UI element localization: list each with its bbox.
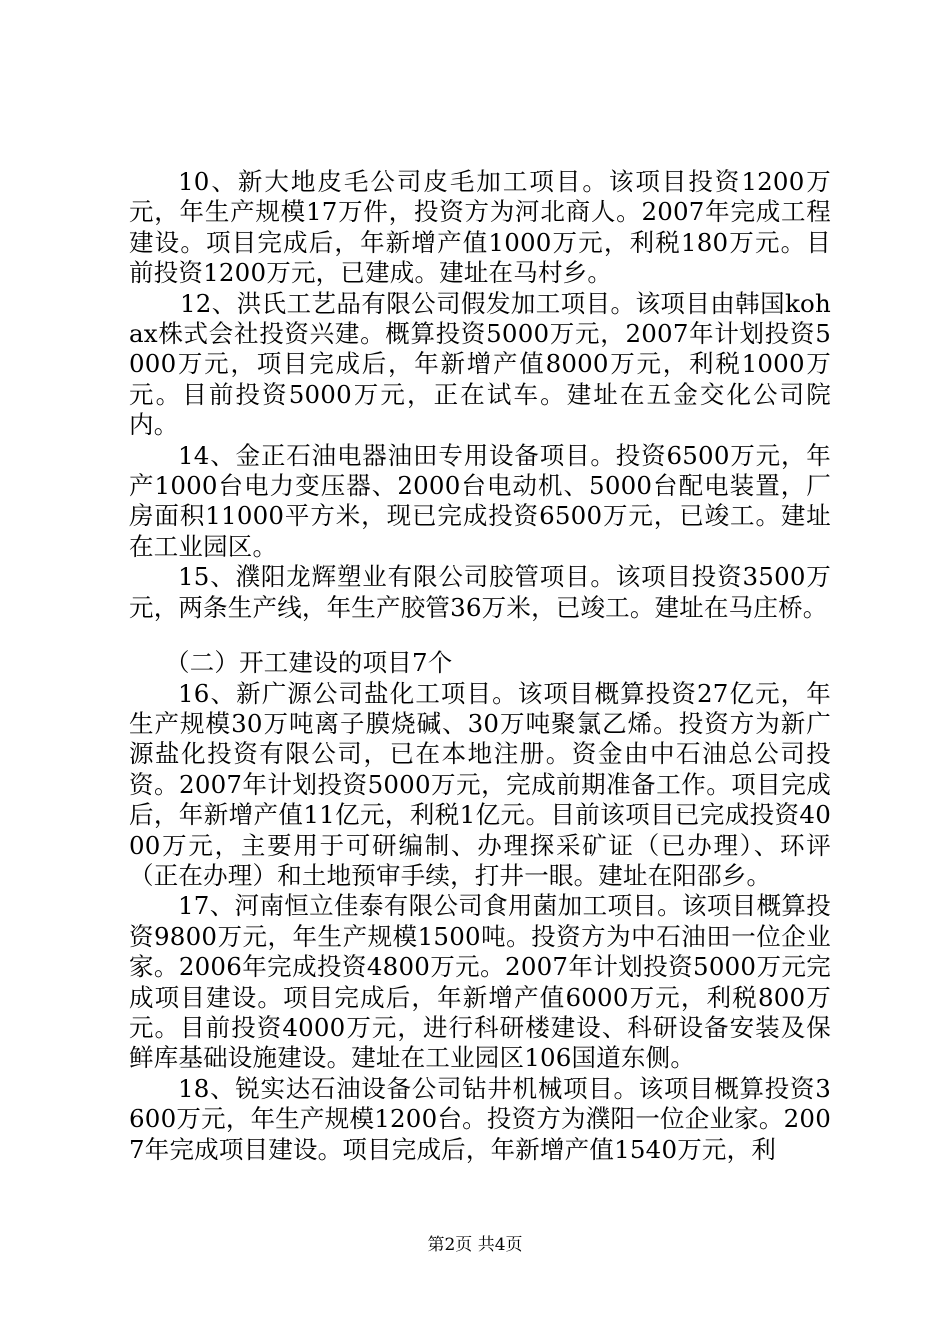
paragraph-item-16: 16、新广源公司盐化工项目。该项目概算投资27亿元，年生产规模30万吨离子膜烧碱、30万吨聚氯乙烯。投资方为新广源盐化投资有限公司，已在本地注册。资金由中石油总公司投资。2007年计划投资5000万元，完成前期准备工作。项目完成后，年新增产值11亿元，利税1亿元。目前该项目已完成投资4000万元，主要用于可研编制、办理探采矿证（已办理）、环评（正在办理）和土地预审手续，打井一眼。建址在阳邵乡。 — [129, 678, 831, 890]
section-heading: （二）开工建设的项目7个 — [165, 648, 453, 678]
paragraph-item-15: 15、濮阳龙辉塑业有限公司胶管项目。该项目投资3500万元，两条生产线，年生产胶管36万米，已竣工。建址在马庄桥。 — [129, 562, 831, 622]
paragraph-item-10: 10、新大地皮毛公司皮毛加工项目。该项目投资1200万元，年生产规模17万件，投资方为河北商人。2007年完成工程建设。项目完成后，年新增产值1000万元，利税180万元。目前投资1200万元，已建成。建址在马村乡。 — [129, 167, 831, 288]
paragraph-item-18: 18、锐实达石油设备公司钻井机械项目。该项目概算投资3600万元，年生产规模1200台。投资方为濮阳一位企业家。2007年完成项目建设。项目完成后，年新增产值1540万元，利 — [129, 1073, 831, 1164]
paragraph-item-17: 17、河南恒立佳泰有限公司食用菌加工项目。该项目概算投资9800万元，年生产规模1500吨。投资方为中石油田一位企业家。2006年完成投资4800万元。2007年计划投资5000万元完成项目建设。项目完成后，年新增产值6000万元，利税800万元。目前投资4000万元，进行科研楼建设、科研设备安装及保鲜库基础设施建设。建址在工业园区106国道东侧。 — [129, 891, 831, 1073]
page-number-footer: 第2页 共4页 — [427, 1235, 523, 1255]
document-body — [129, 167, 831, 1165]
paragraph-item-14: 14、金正石油电器油田专用设备项目。投资6500万元，年产1000台电力变压器、2000台电动机、5000台配电装置，厂房面积11000平方米，现已完成投资6500万元，已竣工。建址在工业园区。 — [129, 440, 831, 561]
paragraph-item-12: 12、洪氏工艺品有限公司假发加工项目。该项目由韩国kohax株式会社投资兴建。概算投资5000万元，2007年计划投资5000万元，项目完成后，年新增产值8000万元，利税1000万元。目前投资5000万元，正在试车。建址在五金交化公司院内。 — [129, 288, 831, 440]
